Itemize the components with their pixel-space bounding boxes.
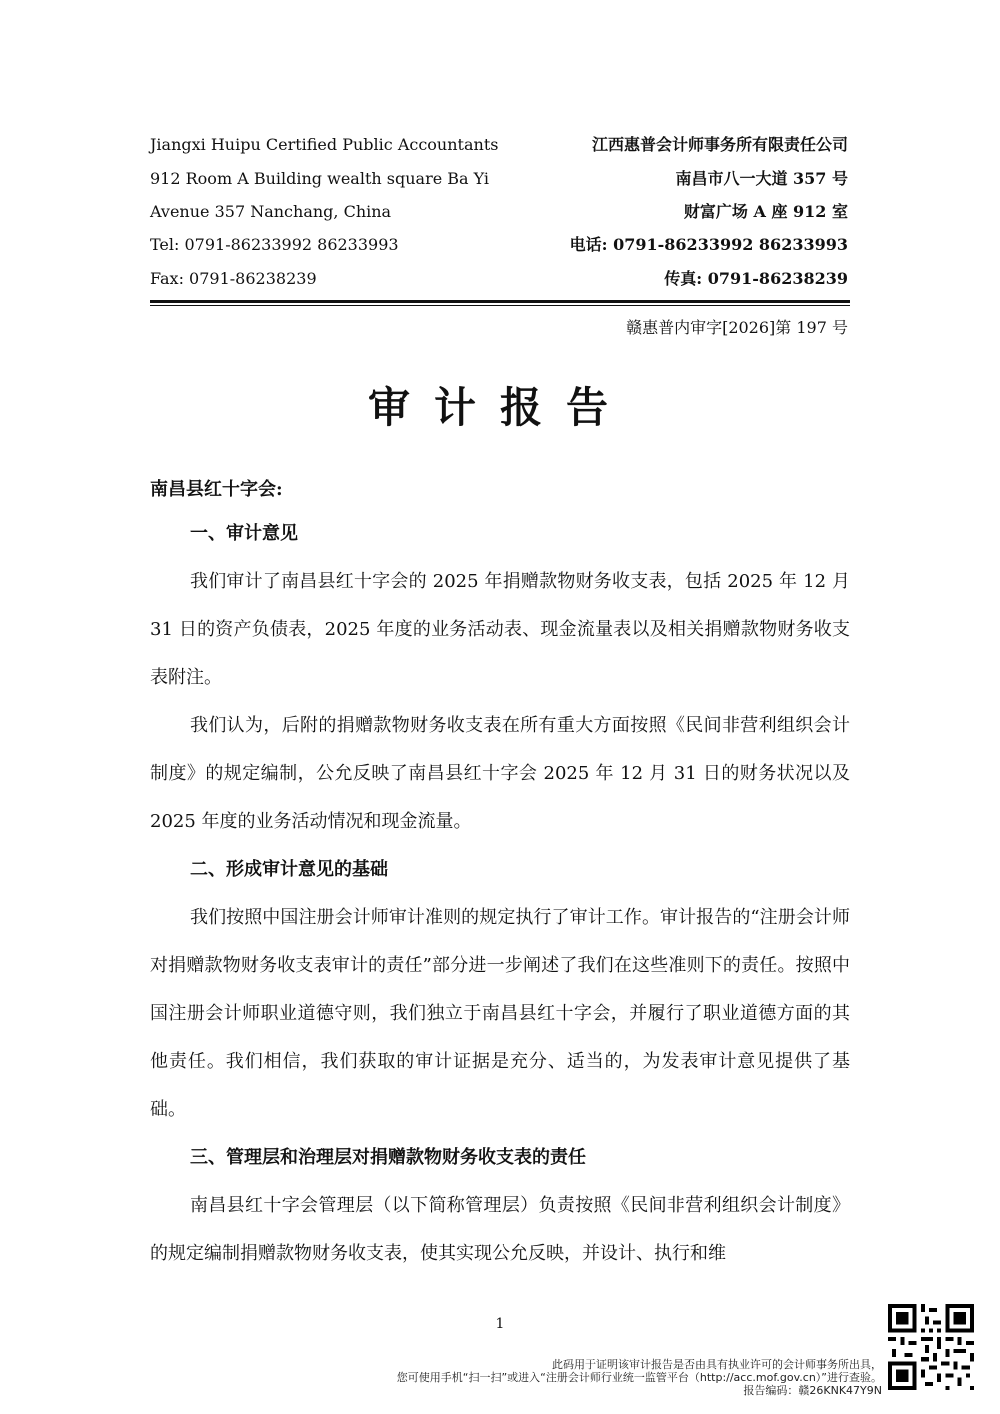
addressee: 南昌县红十字会: bbox=[150, 479, 283, 500]
section-1-heading: 一、审计意见 bbox=[190, 523, 298, 544]
header-cn-firm-name: 江西惠普会计师事务所有限责任公司 bbox=[591, 135, 848, 154]
header-cn-fax: 传真: 0791-86238239 bbox=[664, 269, 848, 288]
header-en-line-2: 912 Room A Building wealth square Ba Yi bbox=[150, 169, 490, 188]
report-title: 审计报告 bbox=[367, 383, 632, 432]
page-number: 1 bbox=[495, 1316, 505, 1332]
header-cn-tel: 电话: 0791-86233992 86233993 bbox=[569, 235, 848, 254]
header-cn-address-1: 南昌市八一大道 357 号 bbox=[675, 169, 848, 188]
header-en-fax: Fax: 0791-86238239 bbox=[150, 269, 317, 288]
section-1-paragraph-2: 我们认为，后附的捐赠款物财务收支表在所有重大方面按照《民间非营利组织会计制度》的规定编制，公允反映了南昌县红十字会 2025 年 12 月 31 日的财务状况以及 2025 年度的业务活动情况和现金流量。 bbox=[150, 715, 850, 832]
header-cn-address-2: 财富广场 A 座 912 室 bbox=[683, 202, 848, 221]
report-body bbox=[150, 510, 850, 1278]
footer-verify-line-1: 此码用于证明该审计报告是否由具有执业许可的会计师事务所出具， bbox=[552, 1358, 882, 1371]
section-3-heading: 三、管理层和治理层对捐赠款物财务收支表的责任 bbox=[190, 1147, 586, 1168]
header-divider-thick bbox=[150, 300, 850, 303]
section-1-paragraph-1: 我们审计了南昌县红十字会的 2025 年捐赠款物财务收支表，包括 2025 年 12 月 31 日的资产负债表，2025 年度的业务活动表、现金流量表以及相关捐赠款物财务收支表附注。 bbox=[150, 571, 850, 688]
section-2-paragraph-1: 我们按照中国注册会计师审计准则的规定执行了审计工作。审计报告的“注册会计师对捐赠款物财务收支表审计的责任”部分进一步阐述了我们在这些准则下的责任。按照中国注册会计师职业道德守则，我们独立于南昌县红十字会，并履行了职业道德方面的其他责任。我们相信，我们获取的审计证据是充分、适当的，为发表审计意见提供了基础。 bbox=[150, 907, 850, 1120]
footer-report-code: 报告编码：赣26KNK47Y9N bbox=[743, 1384, 882, 1397]
section-3-paragraph-1: 南昌县红十字会管理层（以下简称管理层）负责按照《民间非营利组织会计制度》的规定编制捐赠款物财务收支表，使其实现公允反映，并设计、执行和维 bbox=[150, 1195, 850, 1264]
qr-code-icon bbox=[888, 1304, 974, 1390]
header-en-line-1: Jiangxi Huipu Certified Public Accountants bbox=[150, 135, 499, 154]
header-divider-thin bbox=[150, 305, 850, 306]
footer-verify-line-2: 您可使用手机“扫一扫”或进入“注册会计师行业统一监管平台（http://acc.mof.gov.cn）”进行查验。 bbox=[396, 1371, 882, 1384]
header-en-tel: Tel: 0791-86233992 86233993 bbox=[150, 235, 399, 254]
header-en-line-3: Avenue 357 Nanchang, China bbox=[150, 202, 392, 221]
section-2-heading: 二、形成审计意见的基础 bbox=[190, 859, 388, 880]
document-number: 赣惠普内审字[2026]第 197 号 bbox=[626, 318, 848, 337]
